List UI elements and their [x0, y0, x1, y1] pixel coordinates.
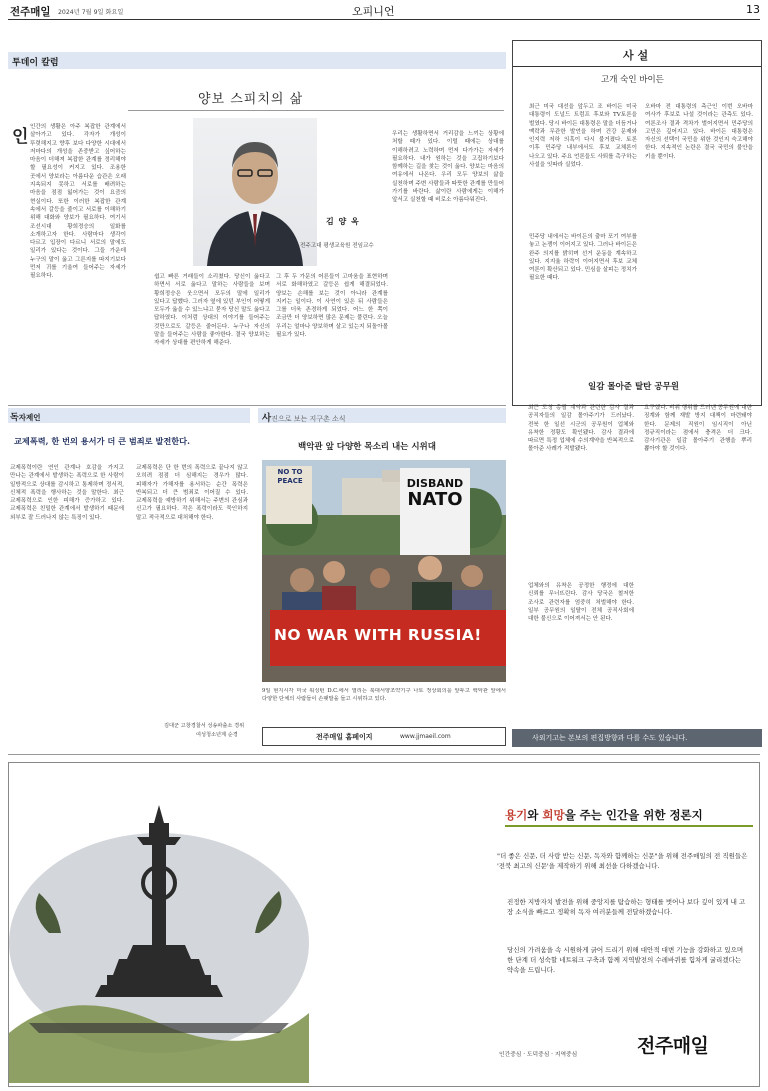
- homepage-url[interactable]: www.jjmaeil.com: [400, 733, 451, 740]
- dokja-label-strong: 독: [10, 413, 19, 423]
- author-title: 전주고대 평생교육원 전임교수: [300, 243, 374, 249]
- photo-caption: 9일 현지시각 미국 워싱턴 D.C.에서 열리는 북대서양조약기구 나토 정상회의를 앞두고 백악관 앞에서 다양한 단체의 사람들이 손팻말을 들고 시위하고 있다.: [262, 688, 506, 702]
- banner-line-1: NO TO: [277, 468, 303, 476]
- editorial-label-rule: [513, 66, 761, 67]
- dokja-col1: 교제폭력이란 연인 관계나 호감을 가지고 만나는 관계에서 발생하는 폭력으로 한 사람이 일방적으로 상대를 감시하고 통제하며 정서적, 신체적 폭력을 행사하는 것을 말한다. 최근 교제폭력으로 인한 피해가 증가하고 있다. 교제폭력은 친밀한 관계에서 발생하기 때문에 외부로 잘 드러나지 않는 특징이 있다.: [10, 465, 124, 521]
- editorial-label: 사 설: [623, 49, 649, 62]
- author-name: 김 양 옥: [326, 216, 360, 226]
- column-label: 투데이 칼럼: [12, 58, 59, 68]
- ad-para1: "더 좋은 신문, 더 사랑 받는 신문, 독자와 함께하는 신문"을 위해 전주매일의 전 직원들은 '전북 최고의 신문'을 제작하기 위해 최선을 다하겠습니다.: [497, 852, 748, 870]
- photo-title: 백악관 앞 다양한 목소리 내는 시위대: [298, 442, 436, 452]
- editorial-col1b: 민주당 내에서는 바이든의 출마 포기 여부를 놓고 논쟁이 이어지고 있다. 그러나 바이든은 완주 의지를 밝히며 선거 운동을 계속하고 있다. 지지율 하락이 이어지면서 후보 교체 여론이 확산되고 있다. 민심을 살피는 정치가 필요한 때다.: [529, 234, 637, 282]
- column-title-rule: [128, 110, 504, 111]
- photo-label-first: 사: [262, 413, 272, 424]
- homepage-label: 전주매일 홈페이지: [316, 733, 373, 741]
- disclaimer-text: 사외기고는 본보의 편집방향과 다를 수도 있습니다.: [532, 734, 688, 742]
- column-title: 양보 스피치의 삶: [198, 92, 304, 107]
- lower-rule: [8, 405, 506, 406]
- dokja-author2: 여성청소년계 순경: [196, 732, 238, 738]
- ad-monument-icon: [9, 783, 309, 1083]
- ad-para2: 진정한 지방자치 발전을 위해 중앙지를 탐습하는 형태를 벗어나 보다 깊이 있게 내 고장 소식을 빠르고 정확히 독자 여러분들께 전달하겠습니다.: [507, 898, 746, 916]
- header-section: 오피니언: [352, 5, 395, 18]
- column-col2: 쉽고 빠른 거래들이 소리쳤다. 당신이 옳다고 하면서 서로 옳다고 말하는 사람들을 보며 황희정승은 웃으면서 모두의 말에 일리가 있다고 답했다. 그러자 옆에 있던 부인이 어떻게 모두가 옳을 수 있느냐고 묻자 당신 말도 옳다고 답하였다. 이처럼 상대의 이야기를 들어주는 것만으로도 갈등은 줄어든다. 누구나 자신의 말을 들어주는 사람을 좋아한다. 결국 양보하는 자세가 상대를 편안하게 해준다.: [154, 274, 270, 347]
- ad-headline-a: 용기: [505, 808, 528, 822]
- column-section: [8, 52, 506, 398]
- editorial-title1: 고개 숙인 바이든: [601, 75, 664, 85]
- editorial-col4: 요구했다. 비위 행위를 드러낸 공무원에 대한 징계와 함께 재발 방지 대책이 마련돼야 한다. 문제의 직원이 임시직이 아닌 정규직이라는 점에서 충격은 더 크다. 감사기관은 일감 몰아주기 관행을 뿌리 뽑아야 할 것이다.: [644, 405, 752, 453]
- banner-text: [268, 468, 312, 486]
- editorial-section: [512, 40, 762, 406]
- editorial-title2: 일감 몰아준 탈탄 공무원: [588, 382, 679, 392]
- photo-label: [262, 410, 345, 424]
- sign-disband: DISBAND: [406, 477, 464, 490]
- dokja-label: [10, 410, 40, 423]
- column-col3: 그 후 두 가문의 어른들이 고마움을 표현하며 서로 화해하였고 갈등은 쉽게 해결되었다. 양보는 손해를 보는 것이 아니라 관계를 지키는 일이다. 이 사연이 있은 뒤 사람들은 그를 더욱 존경하게 되었다. 어느 한 쪽이 조금만 더 양보하면 많은 문제는 풀린다. 오늘 우리는 얼마나 양보하며 살고 있는지 되돌아볼 필요가 있다.: [276, 274, 388, 339]
- author-portrait-icon: [193, 118, 317, 266]
- ad-section: [8, 762, 760, 1087]
- protest-photo-icon: [262, 460, 506, 682]
- column-dropcap: 인: [12, 127, 29, 147]
- dokja-label-bar: [8, 408, 250, 423]
- header-date: 2024년 7월 9일 화요일: [58, 9, 124, 16]
- column-label-bar: [8, 52, 506, 69]
- header-paper-name: 전주매일: [10, 6, 51, 18]
- dokja-author: 김대군 고창경찰서 성송파출소 경위: [164, 723, 245, 729]
- dokja-col2: 교제폭력은 단 한 번의 폭력으로 끝나지 않고 오히려 점점 더 심해지는 경우가 많다. 피해자가 가해자를 용서하는 순간 폭력은 반복되고 더 큰 범죄로 이어질 수 있다. 교제폭력을 예방하기 위해서는 주변의 관심과 신고가 필요하다. 작은 폭력이라도 묵인하지 말고 적극적으로 대처해야 한다.: [136, 465, 248, 521]
- editorial-col2: 오바마 전 대통령의 측근인 이번 오바마 여사가 후보로 나설 것이라는 관측도 있다. 여론조사 결과 격차가 벌어지면서 민주당의 고민은 깊어지고 있다. 바이든 대통령은 자신의 선택이 국민을 위한 것인지 숙고해야 한다. 지속적인 논란은 결국 국민의 불안을 키울 뿐이다.: [645, 104, 753, 160]
- column-col4: 우리는 생활하면서 거리감을 느끼는 상황에 처할 때가 있다. 이럴 때에는 상대를 이해하려고 노력하며 먼저 다가가는 자세가 필요하다. 내가 원하는 것을 고집하기보다 함께하는 길을 찾는 것이 옳다. 양보는 마음의 여유에서 나온다. 우리 모두 양보의 삶을 실천하며 주변 사람들과 따뜻한 관계를 만들어 가기를 바란다. 삶이란 사람에게는 이해가 앞서고 실천할 때 비로소 아름다워진다.: [392, 131, 504, 204]
- header-rule: [8, 19, 760, 20]
- editorial-col3b: 업체와의 유착은 공정한 행정에 대한 신뢰를 무너뜨린다. 감사 당국은 철저한 조사로 관련자를 엄중히 처벌해야 한다. 일부 공무원의 일탈이 전체 공직사회에 대한 불신으로 이어져서는 안 된다.: [528, 583, 634, 623]
- editorial-col3: 최근 도청 총괄 계약과 관련한 감사 결과 공직자들의 일감 몰아주기가 드러났다. 전북 한 일선 시군의 공무원이 업체와 유착한 정황도 확인됐다. 감사 결과에 따르면 특정 업체에 수의계약을 반복적으로 몰아준 사례가 적발됐다.: [528, 405, 634, 453]
- dokja-title: 교제폭력, 한 번의 용서가 더 큰 범죄로 발전한다.: [14, 436, 190, 446]
- ad-headline-b: 와: [527, 808, 543, 822]
- header-page-number: 13: [746, 3, 760, 16]
- news-photo: [262, 460, 506, 682]
- banner-line-2: PEACE: [277, 477, 303, 485]
- ad-headline-underline: [505, 825, 753, 827]
- photo-label-rest: 진으로 보는 지구촌 소식: [271, 415, 346, 423]
- ad-headline-c: 희망: [542, 808, 565, 822]
- ad-para3: 당신의 가려움을 속 시원하게 긁어 드리기 위해 대안적 대변 기능을 강화하고 있으며 한 단계 더 성숙할 네트워크 구축과 함께 지역발전의 수레바퀴를 힘차게 굴리겠다는 약속을 드립니다.: [507, 946, 744, 974]
- author-photo: [193, 118, 317, 266]
- editorial-col1: 최근 미국 대선을 앞두고 조 바이든 미국 대통령이 도널드 트럼프 후보와 TV토론을 벌였다. 당시 바이든 대통령은 말을 더듬거나 맥락과 무관한 발언을 하며 건강 문제와 인지력 저하 의혹이 다시 불거졌다. 토론 이후 민주당 내부에서도 후보 교체론이 나오고 있다. 주요 언론들도 사퇴를 촉구하는 사설을 잇따라 실었다.: [529, 104, 637, 169]
- disband-sign: [402, 476, 468, 508]
- dokja-label-rest: 자제언: [18, 413, 41, 422]
- no-war-sign: NO WAR WITH RUSSIA!: [274, 626, 482, 644]
- ad-tagline: 인간중심 · 도덕중심 · 지역중심: [499, 1052, 578, 1058]
- ad-headline-d: 을 주는 인간을 위한 정론지: [564, 808, 703, 822]
- ad-headline: [505, 807, 703, 823]
- column-col1: 인간의 생활은 아주 복잡한 관계에서 살아가고 있다. 각자가 개성이 뚜렷해지고 향후 보다 다양한 시대에서 저마다의 개성을 존중받고 싶어하는 마음이 더해져 복잡한 관계를 정리해야 할 필요성이 커지고 있다. 조용한 곳에서 양보라는 아름다운 습관은 오래 지속되지 못하고 서로를 배려하는 마음을 점점 잃어가는 것이 요즘의 현실이다. 또한 이러한 복잡한 관계 속에서 갈등을 줄이고 서로를 이해하기 위해 대화와 양보가 필요하다. 여기서 조선시대 황희정승의 일화를 소개하고자 한다. 사람마다 생각이 다르고 입장이 다르니 서로의 말에도 일리가 있다는 것이다. 그들 가운데 누구의 말이 옳고 그른지를 따지기보다 먼저 귀를 기울여 들어주는 자세가 필요하다.: [30, 124, 126, 280]
- lower-divider: [8, 754, 760, 755]
- sign-nato: NATO: [407, 489, 463, 510]
- homepage-box: [262, 727, 506, 746]
- ad-brand-logo: 전주매일: [637, 1035, 709, 1057]
